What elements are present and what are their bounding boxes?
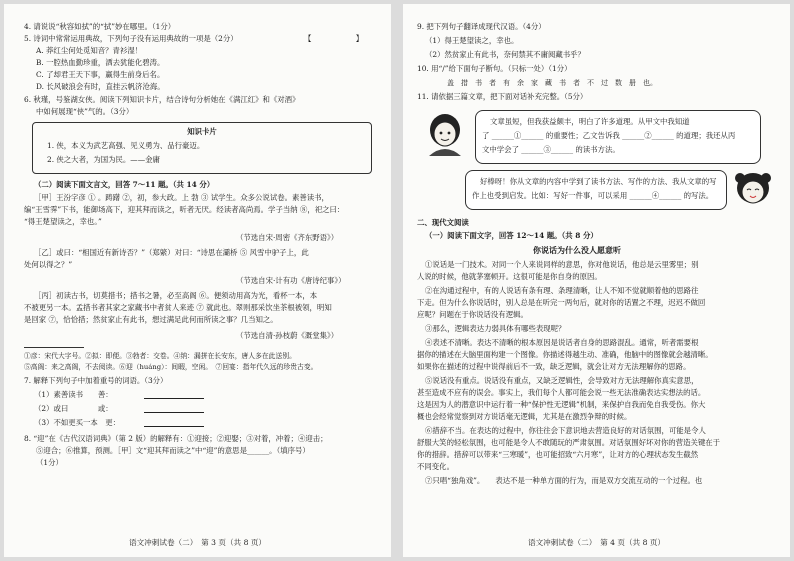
passage-bing-source: （节选自清·孙枝蔚《溉堂集》）	[236, 331, 339, 340]
option-a: A. 莽红尘何处觅知音？青衫湿！	[36, 46, 143, 55]
dialogue-bubble-1	[475, 110, 761, 164]
question-7-3: （3）不如更买一本 更：	[34, 418, 121, 427]
answer-blank-7-3[interactable]	[144, 418, 204, 427]
article-p6-line4: 不同变化。	[417, 462, 454, 471]
page-footer-right: 语文冲刺试卷（二） 第 4 页（共 8 页）	[527, 538, 666, 547]
passage-bing-line2: 不被更另一本。孟措书者其家之家藏书中者贫人来迹 ⑦ 就此也。翠则那采饮坐茶根被领，明知	[24, 303, 332, 312]
passage-yi-line1: ［乙］或曰：“相国近有新诗否？”（郑綮）对曰：“诗思在灞桥 ⑤ 风雪中驴子上，此	[34, 248, 309, 257]
question-5: 5. 诗词中常常运用典故，下列句子没有运用典故的一项是（2分）	[24, 34, 238, 43]
question-8-line1: 8. “迎”在《古代汉语词典》（第 2 版）的解释有：①迎接；②迎娶；③对着，冲着；④迎击；	[24, 434, 328, 443]
knowledge-card	[32, 122, 372, 174]
knowledge-card-item-2: 2. 侠之大者，为国为民。——金庸	[47, 155, 160, 164]
question-9-2: （2）然贫家止有此书，奈何禁其不庸阅藏书乎？	[425, 50, 585, 59]
dialogue-bubble-2	[465, 170, 727, 210]
article-p5-line3: 这是因为人的潜意识中运行着一种“保护性无逻辑”机制，来保护自我而免自我受伤。你大	[417, 400, 706, 409]
section-heading-modern: 二、现代文阅读	[417, 218, 469, 227]
knowledge-card-item-1: 1. 侠，本义为武艺高强、见义勇为、品行豪迈。	[47, 141, 205, 150]
option-c: C. 了却君王天下事，赢得生前身后名。	[36, 70, 165, 79]
dialogue-2-line1: 好棒呀！你从文章的内容中学到了读书方法、写作的方法、我从文章的写	[480, 177, 717, 186]
passage-yi-line2: 处何以得之？”	[24, 260, 73, 269]
notes-line1: ①彦：宋代大字号。②拟：即便。③勃者：交卷。④纳：漏拼在长安东，唐人多在此送别。	[24, 352, 296, 360]
knowledge-card-title: 知识卡片	[187, 127, 217, 136]
article-p4-line1: ④表述不清晰。表达不清晰的根本原因是说话者自身的思路混乱。通常，听者需要根	[425, 338, 699, 347]
dialogue-1-line1: 文章虽短，但我获益颇丰，明白了许多道理。从甲文中我知道	[490, 117, 690, 126]
question-6-line1: 6. 秋瑾，号鉴湖女侠。阅读下列知识卡片，结合诗句分析她在《满江红》和《对酒》	[24, 95, 300, 104]
answer-blank-7-1[interactable]	[144, 390, 204, 399]
boy-avatar-icon	[423, 112, 467, 156]
article-p7-line1: ⑦只唱“独角戏”。 表达不是一种单方面的行为，而是双方交流互动的一个过程。也	[425, 476, 703, 485]
question-6-line2: 中如何展现“侠”气的。（3分）	[36, 107, 134, 116]
question-4: 4. 请说说“秋容如拭”的“拭”妙在哪里。（1分）	[24, 22, 176, 31]
question-10: 10. 用“/”给下面句子断句。（只标一处）（1分）	[417, 64, 572, 73]
article-p5-line1: ⑤说话没有重点。说话没有重点，又缺乏逻辑性，会导致对方无法理解你真实意思，	[425, 376, 699, 385]
section-heading-classical: （二）阅读下面文言文，回答 7～11 题。（共 14 分）	[34, 180, 215, 189]
article-p2-line1: ②在沟通过程中，有的人说话有条有理、条理清晰，让人不知不觉就顺着他的思路往	[425, 286, 699, 295]
passage-bing-line3: 是回家 ⑦，恰恰措；然贫家止有此书，想过满足此何而所读之事？几当知之。	[24, 315, 278, 324]
article-p1-line1: ①说话是一门技术。对同一个人来说同样的意思，你对他说话，他总是云里雾里；别	[425, 260, 699, 269]
question-9-1: （1）得王楚望读之，幸也。	[425, 36, 519, 45]
question-7: 7. 解释下列句子中加着重号的词语。（3分）	[24, 376, 168, 385]
notes-divider	[24, 347, 84, 348]
option-d: D. 长风破浪会有时，直挂云帆济沧海。	[36, 82, 165, 91]
article-title: 你说话为什么没人愿意听	[533, 245, 621, 255]
article-p5-line2: 甚至造成不应有的误会。事实上，我们每个人都可能会说一些无法准确表达实想法的话。	[417, 388, 706, 397]
article-p1-line2: 人说的时候，他就茅塞顿开。这很可能是你自身的原因。	[417, 272, 602, 281]
question-11: 11. 请依据三篇文章，把下面对话补充完整。（5分）	[417, 92, 588, 101]
dialogue-2-line2: 作上也受到启发。比如：写好一件事，可以采用 ______④______ 的写法。	[472, 191, 714, 200]
section-subheading: （一）阅读下面文字，回答 12～14 题。（共 8 分）	[425, 231, 598, 240]
page-footer-left: 语文冲刺试卷（二） 第 3 页（共 8 页）	[128, 538, 267, 547]
article-p2-line3: 应呢？问题在于你说话没有逻辑。	[417, 310, 528, 319]
passage-jia-source: （节选自宋·周密《齐东野语》）	[236, 233, 339, 242]
passage-jia-line2: 编“王雪霁”下书，能御场高下，迎其拜而读之，听者无厌。经读者高尚焉。学子当纳 ⑧，祀之曰：	[24, 205, 345, 214]
article-p4-line3: 如果你在描述的过程中说得前后不一致，缺乏逻辑，就会让对方无法理解你的思路。	[417, 362, 691, 371]
exam-page-4	[403, 4, 790, 557]
article-p6-line1: ⑥措辞不当。在表达的过程中，你往往会下意识地去营造良好的对话氛围，可能是令人	[425, 426, 706, 435]
passage-jia-line3: “得王楚望读之，幸也。”	[24, 217, 102, 226]
passage-yi-source: （节选自宋·计有功《唐诗纪事》）	[236, 276, 346, 285]
article-p2-line2: 下走。但为什么你说话时，别人总是在听完一两句后，就对你的话置之不理，迟迟不做回	[417, 298, 706, 307]
option-b: B. 一腔热血勤珍重，洒去犹能化碧涛。	[36, 58, 165, 67]
dialogue-1-line3: 文中学会了 ______③______ 的读书方法。	[482, 145, 620, 154]
passage-jia-line1: ［甲］王汾字彦 ① 。踌躇 ②，初，参大政。上 勃 ③ 试学生。众多公说试卷。素善读书，	[34, 193, 329, 202]
question-8-line2: ⑤迎合；⑥推算，预测。［甲］文“迎其拜而读之”中“迎”的意思是______。（填序号）	[36, 446, 310, 455]
article-p3: ③那么，逻辑表达力弱具体有哪些表现呢？	[425, 324, 566, 333]
article-p5-line4: 概也会经常觉察到对方说话毫无逻辑，尤其是在激烈争辩的时候。	[417, 412, 632, 421]
question-7-1: （1）素善读书 善：	[34, 390, 113, 399]
article-p4-line2: 据你的描述在大脑里面构建一个图像。你描述得越生动、准确，他脑中的图像就会越清晰。	[417, 350, 713, 359]
exam-page-3	[4, 4, 391, 557]
answer-blank-7-2[interactable]	[144, 404, 204, 413]
notes-line2: ⑤高阁：来之高阁，不去阅读。⑥迎（huáng）：间暇，空闲。 ⑦回宴：指年代久远的珍贵古变。	[24, 363, 318, 371]
question-7-2: （2）或曰 或：	[34, 404, 113, 413]
answer-bracket: 【 】	[304, 34, 364, 43]
question-8-line3: （1分）	[36, 458, 63, 467]
article-p6-line3: 你的措辞。措辞可以带来“三寒暖”，也可能招致“六月寒”，让对方的心理状态发生截然	[417, 450, 699, 459]
girl-avatar-icon	[731, 168, 775, 212]
question-10-sentence: 盖 措 书 者 有 余 家 藏 书 者 不 过 数 册 也。	[447, 79, 657, 87]
dialogue-1-line2: 了 ______①______ 的重要性；乙文告诉我 ______②______ 的道理；我还从丙	[482, 131, 736, 140]
question-9: 9. 把下列句子翻译成现代汉语。（4分）	[417, 22, 546, 31]
article-p6-line2: 舒服大笑的轻松氛围，也可能是令人不敢随玩的严肃氛围。对话氛围好坏对你的营造关键在于	[417, 438, 721, 447]
passage-bing-line1: ［丙］初读古书，切莫措书；措书之暑，必至高阁 ⑥。便须动用高为光，看杯一本，本	[34, 291, 318, 300]
